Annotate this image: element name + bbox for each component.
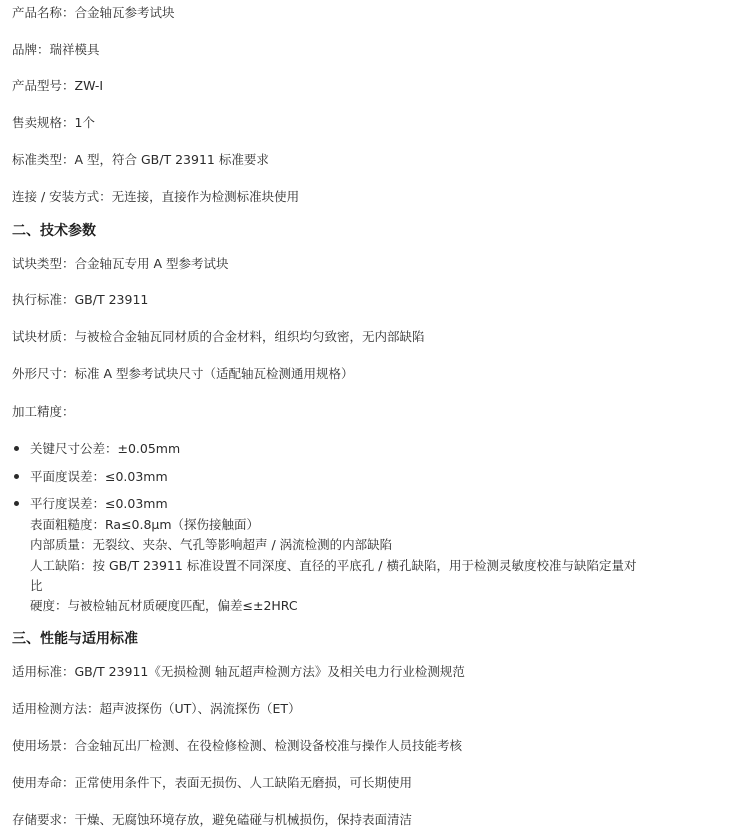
sale-spec: 售卖规格：1个 (12, 115, 95, 130)
block-type: 试块类型：合金轴瓦专用 A 型参考试块 (12, 256, 229, 271)
bullet-icon (14, 501, 19, 506)
internal-quality: 内部质量：无裂纹、夹杂、气孔等影响超声 / 涡流检测的内部缺陷 (30, 537, 393, 552)
artificial-defect-wrap: 比 (30, 578, 43, 593)
section-heading-tech-params: 二、技术参数 (12, 223, 96, 239)
brand: 品牌：瑞祥模具 (12, 42, 100, 57)
bullet-text: 平行度误差：≤0.03mm (30, 496, 168, 511)
artificial-defect: 人工缺陷：按 GB/T 23911 标准设置不同深度、直径的平底孔 / 横孔缺陷，用于检测灵敏度校准与缺陷定量对 (30, 558, 637, 573)
standard-type: 标准类型：A 型，符合 GB/T 23911 标准要求 (12, 152, 269, 167)
exec-standard: 执行标准：GB/T 23911 (12, 292, 149, 307)
hardness: 硬度：与被检轴瓦材质硬度匹配，偏差≤±2HRC (30, 598, 298, 613)
install-method: 连接 / 安装方式：无连接，直接作为检测标准块使用 (12, 189, 300, 204)
list-item (12, 496, 168, 512)
applicable-standard: 适用标准：GB/T 23911《无损检测 轴瓦超声检测方法》及相关电力行业检测规范 (12, 664, 465, 679)
bullet-text: 平面度误差：≤0.03mm (30, 469, 168, 484)
usage-scenarios: 使用场景：合金轴瓦出厂检测、在役检修检测、检测设备校准与操作人员技能考核 (12, 738, 463, 753)
surface-roughness: 表面粗糙度：Ra≤0.8μm（探伤接触面） (30, 517, 260, 532)
service-life: 使用寿命：正常使用条件下，表面无损伤、人工缺陷无磨损，可长期使用 (12, 775, 413, 790)
section-heading-performance: 三、性能与适用标准 (12, 631, 138, 647)
bullet-icon (14, 474, 19, 479)
outer-dimension: 外形尺寸：标准 A 型参考试块尺寸（适配轴瓦检测通用规格） (12, 366, 354, 381)
storage-requirements: 存储要求：干燥、无腐蚀环境存放，避免磕碰与机械损伤，保持表面清洁 (12, 812, 413, 827)
bullet-icon (14, 446, 19, 451)
precision-label: 加工精度： (12, 404, 75, 419)
product-model: 产品型号：ZW-Ⅰ (12, 78, 104, 93)
list-item (12, 469, 168, 485)
detection-methods: 适用检测方法：超声波探伤（UT）、涡流探伤（ET） (12, 701, 301, 716)
bullet-text: 关键尺寸公差：±0.05mm (30, 441, 181, 456)
product-name: 产品名称：合金轴瓦参考试块 (12, 5, 175, 20)
block-material: 试块材质：与被检合金轴瓦同材质的合金材料，组织均匀致密，无内部缺陷 (12, 329, 425, 344)
list-item (12, 441, 180, 457)
